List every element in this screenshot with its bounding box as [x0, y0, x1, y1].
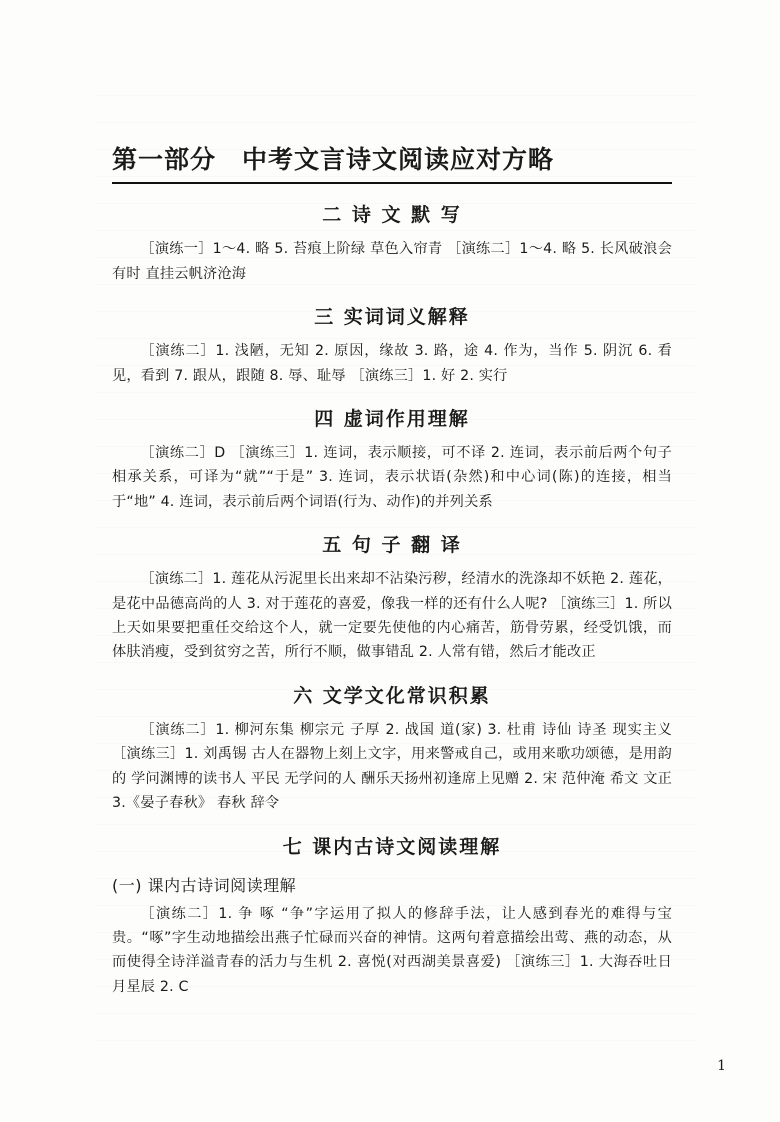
page-number: 1 — [717, 1058, 726, 1074]
section-6-paragraph-1: ［演练二］1. 柳河东集 柳宗元 子厚 2. 战国 道(家) 3. 杜甫 诗仙 诗圣 现实主义 ［演练三］1. 刘禹锡 古人在器物上刻上文字，用来警戒自己，或用来歌功颂德，是用韵的 学问渊博的读书人 平民 无学问的人 酬乐天扬州初逢席上见赠 2. 宋 范仲淹 希文 文正 3.《晏子春秋》 春秋 辞令 — [112, 721, 672, 812]
section-heading-6: 六 文学文化常识积累 — [293, 684, 491, 707]
section-4-paragraph-1: ［演练二］D ［演练三］1. 连词，表示顺接，可不译 2. 连词，表示前后两个句子相承关系，可译为“就”“于是” 3. 连词，表示状语(杂然)和中心词(陈)的连接，相当于“地” 4. 连词，表示前后两个词语(行为、动作)的并列关系 — [112, 444, 672, 510]
section-3-paragraph-1: ［演练二］1. 浅陋，无知 2. 原因，缘故 3. 路，途 4. 作为，当作 5. 阴沉 6. 看见，看到 7. 跟从，跟随 8. 辱、耻辱 ［演练三］1. 好 2. 实行 — [112, 343, 672, 384]
part-title-segment-1: 第一部分 — [112, 145, 217, 174]
section-heading-7: 七 课内古诗文阅读理解 — [282, 835, 502, 858]
part-title-segment-2: 中考文言诗文阅读应对方略 — [242, 145, 555, 174]
part-title — [112, 142, 672, 184]
section-5-paragraph-1: ［演练二］1. 莲花从污泥里长出来却不沾染污秽，经清水的洗涤却不妖艳 2. 莲花，是花中品德高尚的人 3. 对于莲花的喜爱，像我一样的还有什么人呢? ［演练三］1. 所以上天如果要把重任交给这个人，就一定要先使他的内心痛苦，筋骨劳累，经受饥饿，而体肤消瘦，受到贫穷之苦，所行不顺，做事错乱 2. 人常有错，然后才能改正 — [112, 571, 672, 661]
section-heading-2: 二 诗 文 默 写 — [322, 204, 462, 227]
section-heading-3: 三 实词词义解释 — [314, 306, 470, 329]
subsection-heading-7-1: (一) 课内古诗词阅读理解 — [112, 875, 297, 895]
section-heading-4: 四 虚词作用理解 — [314, 407, 470, 430]
page-content — [112, 142, 672, 1001]
section-heading-5: 五 句 子 翻 译 — [322, 534, 462, 557]
section-2-paragraph-1: ［演练一］1～4. 略 5. 苔痕上阶绿 草色入帘青 ［演练二］1～4. 略 5. 长风破浪会有时 直挂云帆济沧海 — [112, 241, 672, 282]
subsection-7-1-paragraph-1: ［演练二］1. 争 啄 “争”字运用了拟人的修辞手法，让人感到春光的难得与宝贵。“啄”字生动地描绘出燕子忙碌而兴奋的神情。这两句着意描绘出莺、燕的动态，从而使得全诗洋溢青春的活力与生机 2. 喜悦(对西湖美景喜爱) ［演练三］1. 大海吞吐日月星辰 2. C — [112, 905, 672, 995]
